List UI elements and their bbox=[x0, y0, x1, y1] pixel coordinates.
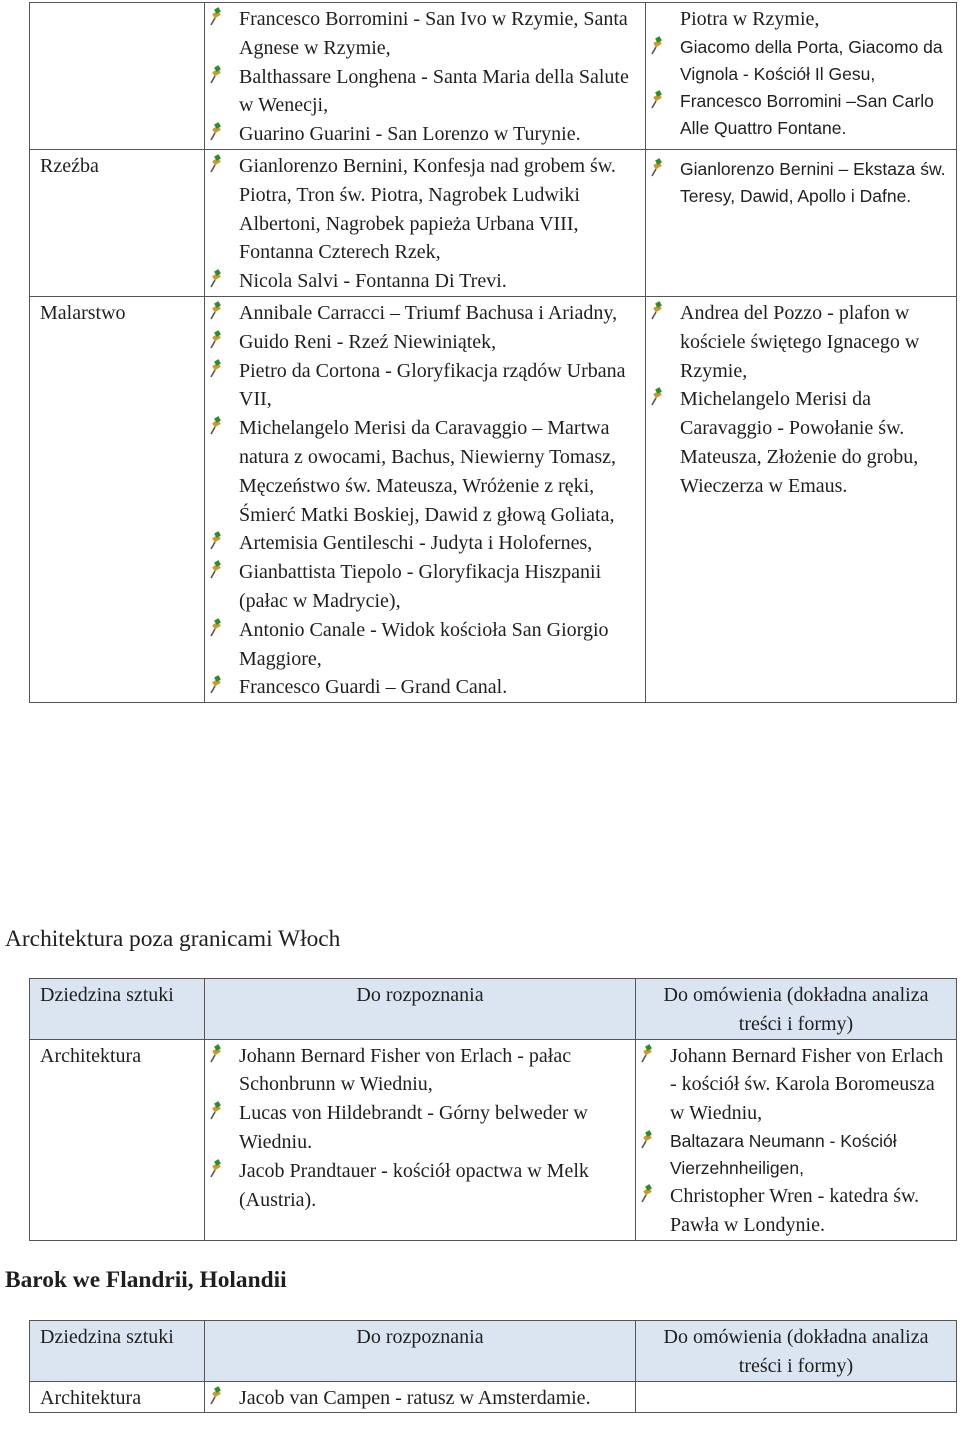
list-item-text: Artemisia Gentileschi - Judyta i Holofernes, bbox=[239, 532, 593, 555]
pushpin-icon bbox=[207, 328, 223, 352]
list-item bbox=[229, 357, 639, 415]
list-item-text: Annibale Carracci – Triumf Bachusa i Ariadny, bbox=[239, 301, 618, 324]
recognition-cell bbox=[205, 3, 646, 150]
header-cell-discussion: Do omówienia (dokładna analiza treści i formy) bbox=[636, 1321, 957, 1382]
list-item-text: Gianbattista Tiepolo - Gloryfikacja Hiszpanii (pałac w Madrycie), bbox=[239, 561, 602, 612]
category-cell bbox=[30, 3, 205, 150]
list-item bbox=[229, 120, 639, 149]
list-item bbox=[229, 5, 639, 63]
list-item bbox=[229, 558, 639, 616]
list-item bbox=[229, 1157, 629, 1215]
list-item-text: Gianlorenzo Bernini, Konfesja nad grobem św. Piotra, Tron św. Piotra, Nagrobek Ludwiki Albertoni, Nagrobek papieża Urbana VIII, Fontanna Czterech Rzek, bbox=[239, 154, 616, 264]
list-item-text: Balthassare Longhena - Santa Maria della Salute w Wenecji, bbox=[239, 65, 629, 117]
list-item-text: Francesco Borromini –San Carlo Alle Quattro Fontane. bbox=[680, 90, 934, 138]
list-item bbox=[660, 1128, 950, 1182]
pushpin-icon bbox=[648, 34, 664, 58]
pushpin-icon bbox=[648, 88, 664, 112]
list-item bbox=[670, 385, 950, 500]
pushpin-icon bbox=[207, 1099, 223, 1123]
list-item bbox=[229, 673, 639, 702]
continued-text: Piotra w Rzymie, bbox=[680, 8, 820, 30]
list-item-text: Giacomo della Porta, Giacomo da Vignola - Kościół Il Gesu, bbox=[680, 36, 943, 84]
discussion-cell bbox=[636, 1039, 957, 1240]
recognition-cell bbox=[205, 1039, 636, 1240]
pushpin-icon bbox=[207, 616, 223, 640]
list-item-text: Pietro da Cortona - Gloryfikacja rządów Urbana VII, bbox=[239, 359, 626, 411]
pushpin-icon bbox=[638, 1042, 654, 1066]
list-item-text: Michelangelo Merisi da Caravaggio – Martwa natura z owocami, Bachus, Niewierny Tomasz, Męczeństwo św. Mateusza, Wróżenie z ręki, Śmierć Matki Boskiej, Dawid z głową Goliata, bbox=[239, 417, 617, 526]
header-cell-recognition: Do rozpoznania bbox=[205, 1321, 636, 1382]
list-item bbox=[229, 616, 639, 674]
pushpin-icon bbox=[207, 1042, 223, 1066]
table-row bbox=[30, 1381, 957, 1413]
list-item-text: Baltazara Neumann - Kościół Vierzehnheiligen, bbox=[670, 1130, 897, 1178]
list-item bbox=[229, 267, 639, 296]
category-cell: Rzeźba bbox=[30, 149, 205, 296]
list-item-text: Jacob Prandtauer - kościół opactwa w Melk (Austria). bbox=[239, 1159, 589, 1211]
list-item-text: Guido Reni - Rzeź Niewiniątek, bbox=[239, 330, 497, 353]
pushpin-icon bbox=[638, 1182, 654, 1206]
header-cell-field: Dziedzina sztuki bbox=[30, 979, 205, 1040]
list-item bbox=[660, 1042, 950, 1128]
list-item bbox=[670, 299, 950, 385]
list-item bbox=[229, 1384, 629, 1413]
list-item bbox=[229, 152, 639, 267]
table-flanders-holland bbox=[29, 1320, 957, 1413]
table-header-row bbox=[30, 979, 957, 1040]
list-item-text: Johann Bernard Fisher von Erlach - kościół św. Karola Boromeusza w Wiedniu, bbox=[670, 1044, 944, 1125]
list-item-text: Francesco Borromini - San Ivo w Rzymie, Santa Agnese w Rzymie, bbox=[239, 8, 628, 59]
list-item-text: Francesco Guardi – Grand Canal. bbox=[239, 676, 508, 699]
table-row bbox=[30, 296, 957, 702]
list-item-text: Nicola Salvi - Fontanna Di Trevi. bbox=[239, 270, 507, 293]
category-cell: Malarstwo bbox=[30, 296, 205, 702]
pushpin-icon bbox=[207, 152, 223, 176]
list-item-text: Jacob van Campen - ratusz w Amsterdamie. bbox=[239, 1386, 591, 1409]
pushpin-icon bbox=[207, 120, 223, 144]
header-cell-discussion: Do omówienia (dokładna analiza treści i formy) bbox=[636, 979, 957, 1040]
pushpin-icon bbox=[207, 267, 223, 291]
pushpin-icon bbox=[207, 1157, 223, 1181]
discussion-cell bbox=[646, 149, 957, 296]
list-item bbox=[670, 88, 950, 142]
pushpin-icon bbox=[207, 414, 223, 438]
category-cell: Architektura bbox=[30, 1381, 205, 1413]
pushpin-icon bbox=[207, 529, 223, 553]
table-row bbox=[30, 149, 957, 296]
table-header-row bbox=[30, 1321, 957, 1382]
header-cell-recognition: Do rozpoznania bbox=[205, 979, 636, 1040]
pushpin-icon bbox=[648, 156, 664, 180]
pushpin-icon bbox=[207, 63, 223, 87]
discussion-cell bbox=[646, 3, 957, 150]
pushpin-icon bbox=[648, 385, 664, 409]
list-item bbox=[670, 34, 950, 88]
list-item-text: Guarino Guarini - San Lorenzo w Turynie. bbox=[239, 123, 581, 146]
list-item-text: Andrea del Pozzo - plafon w kościele świętego Ignacego w Rzymie, bbox=[680, 301, 920, 382]
discussion-cell bbox=[646, 296, 957, 702]
section-heading-flanders-holland: Barok we Flandrii, Holandii bbox=[5, 1267, 287, 1293]
category-cell: Architektura bbox=[30, 1039, 205, 1240]
table-row bbox=[30, 3, 957, 150]
pushpin-icon bbox=[207, 1384, 223, 1408]
list-item-text: Michelangelo Merisi da Caravaggio - Powołanie św. Mateusza, Złożenie do grobu, Wieczerza w Emaus. bbox=[680, 388, 919, 497]
pushpin-icon bbox=[207, 5, 223, 29]
discussion-cell bbox=[636, 1381, 957, 1413]
pushpin-icon bbox=[207, 299, 223, 323]
pushpin-icon bbox=[207, 673, 223, 697]
list-item-text: Christopher Wren - katedra św. Pawła w Londynie. bbox=[670, 1184, 920, 1236]
table-baroque-italy bbox=[29, 2, 957, 703]
recognition-cell bbox=[205, 149, 646, 296]
list-item-text: Antonio Canale - Widok kościoła San Giorgio Maggiore, bbox=[239, 618, 609, 670]
recognition-cell bbox=[205, 1381, 636, 1413]
list-item bbox=[670, 156, 950, 210]
list-item bbox=[229, 63, 639, 121]
table-architecture-outside-italy bbox=[29, 978, 957, 1241]
list-item bbox=[229, 529, 639, 558]
list-item bbox=[229, 1099, 629, 1157]
section-heading-architecture-outside-italy: Architektura poza granicami Włoch bbox=[5, 926, 341, 952]
list-item bbox=[660, 1182, 950, 1240]
list-item-text: Johann Bernard Fisher von Erlach - pałac Schonbrunn w Wiedniu, bbox=[239, 1044, 572, 1096]
pushpin-icon bbox=[638, 1128, 654, 1152]
recognition-cell bbox=[205, 296, 646, 702]
pushpin-icon bbox=[207, 558, 223, 582]
list-item bbox=[229, 1042, 629, 1100]
list-item bbox=[229, 328, 639, 357]
pushpin-icon bbox=[207, 357, 223, 381]
list-item bbox=[229, 414, 639, 529]
list-item bbox=[229, 299, 639, 328]
header-cell-field: Dziedzina sztuki bbox=[30, 1321, 205, 1382]
pushpin-icon bbox=[648, 299, 664, 323]
table-row bbox=[30, 1039, 957, 1240]
list-item-text: Gianlorenzo Bernini – Ekstaza św. Teresy, Dawid, Apollo i Dafne. bbox=[680, 158, 946, 206]
list-item-text: Lucas von Hildebrandt - Górny belweder w Wiedniu. bbox=[239, 1102, 588, 1153]
